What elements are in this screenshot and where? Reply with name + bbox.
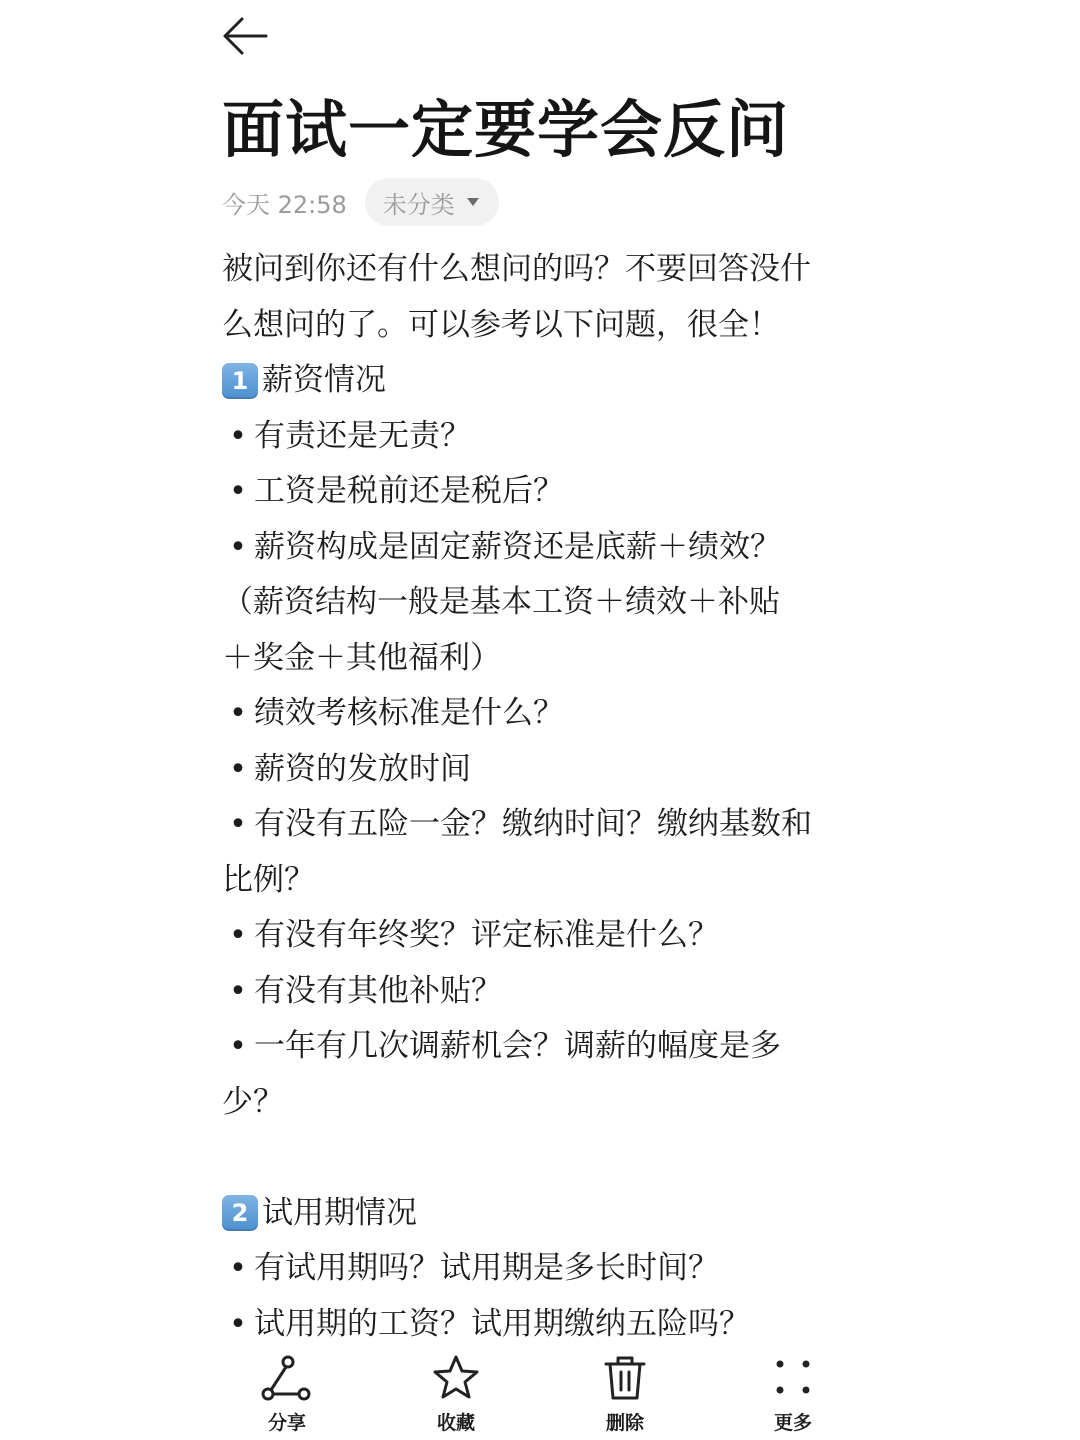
bullet-item <box>222 520 852 576</box>
more-dots-icon <box>766 1354 820 1404</box>
back-button[interactable] <box>222 16 268 56</box>
line-text: 有没有五险一金？缴纳时间？缴纳基数和 <box>254 806 812 842</box>
trash-icon <box>598 1354 652 1404</box>
bullet-dot: • <box>229 1306 247 1342</box>
bullet-dot: • <box>229 807 247 842</box>
bullet-dot: • <box>229 696 247 731</box>
line-text: 有责还是无责？ <box>254 417 471 454</box>
delete-button[interactable] <box>580 1354 670 1436</box>
bullet-dot: • <box>229 474 247 509</box>
caret-down-icon <box>467 198 479 206</box>
category-dropdown[interactable] <box>365 178 499 226</box>
section-heading <box>222 353 852 409</box>
line-text: （薪资结构一般是基本工资＋绩效＋补贴 <box>222 584 780 620</box>
body-line <box>222 575 852 631</box>
arrow-left-icon <box>222 16 268 56</box>
line-text: 绩效考核标准是什么？ <box>254 695 564 731</box>
note-meta <box>222 177 499 227</box>
line-text: ＋奖金＋其他福利） <box>222 639 501 676</box>
body-line <box>222 1075 852 1131</box>
more-button[interactable] <box>748 1354 838 1436</box>
body-line <box>222 853 852 909</box>
body-line <box>222 242 852 298</box>
bullet-dot: • <box>229 973 247 1009</box>
bullet-dot: • <box>229 751 247 787</box>
bullet-item <box>222 1019 852 1075</box>
body-line <box>222 631 852 687</box>
line-text: 少？ <box>222 1083 284 1120</box>
bullet-item <box>222 908 852 964</box>
body-line <box>222 298 852 354</box>
bullet-dot: • <box>229 1251 247 1286</box>
bullet-item <box>222 742 852 798</box>
category-label: 未分类 <box>382 190 455 219</box>
bullet-item <box>222 797 852 853</box>
line-text: 薪资构成是固定薪资还是底薪＋绩效？ <box>254 528 781 565</box>
line-text: 有试用期吗？试用期是多长时间？ <box>254 1250 719 1286</box>
bullet-dot: • <box>229 918 247 953</box>
bullet-item <box>222 1297 852 1353</box>
share-label: 分享 <box>267 1412 306 1434</box>
bullet-dot: • <box>229 529 247 565</box>
share-icon <box>260 1354 314 1404</box>
bullet-item <box>222 964 852 1020</box>
line-text: 有没有其他补贴？ <box>254 972 502 1009</box>
section-heading <box>222 1186 852 1242</box>
line-text: 一年有几次调薪机会？调薪的幅度是多 <box>254 1028 781 1064</box>
more-label: 更多 <box>773 1412 812 1434</box>
body-line <box>222 1130 852 1186</box>
bullet-item <box>222 686 852 742</box>
bottom-toolbar <box>0 1346 1080 1440</box>
number-badge: 1 <box>222 363 258 399</box>
note-title: 面试一定要学会反问 <box>222 93 790 166</box>
bullet-dot: • <box>229 1029 247 1064</box>
line-text: 薪资的发放时间 <box>254 750 471 787</box>
line-text: 工资是税前还是税后？ <box>254 473 564 509</box>
note-body[interactable] <box>222 242 852 1352</box>
delete-label: 删除 <box>605 1412 644 1434</box>
line-text: 试用期的工资？试用期缴纳五险吗？ <box>254 1305 750 1342</box>
line-text: 么想问的了。可以参考以下问题，很全！ <box>222 306 780 343</box>
star-icon <box>429 1354 483 1404</box>
favorite-label: 收藏 <box>436 1412 475 1434</box>
line-text: 比例？ <box>222 861 315 898</box>
bullet-item <box>222 409 852 465</box>
line-text: 被问到你还有什么想问的吗？不要回答没什 <box>222 251 811 287</box>
line-text: 有没有年终奖？评定标准是什么？ <box>254 917 719 953</box>
note-timestamp: 今天 22:58 <box>222 190 347 219</box>
number-badge: 2 <box>222 1195 258 1231</box>
bullet-item <box>222 1241 852 1297</box>
line-text: 试用期情况 <box>262 1194 417 1231</box>
bullet-dot: • <box>229 418 247 454</box>
favorite-button[interactable] <box>411 1354 501 1436</box>
line-text: 薪资情况 <box>262 362 386 398</box>
bullet-item <box>222 464 852 520</box>
share-button[interactable] <box>242 1354 332 1436</box>
